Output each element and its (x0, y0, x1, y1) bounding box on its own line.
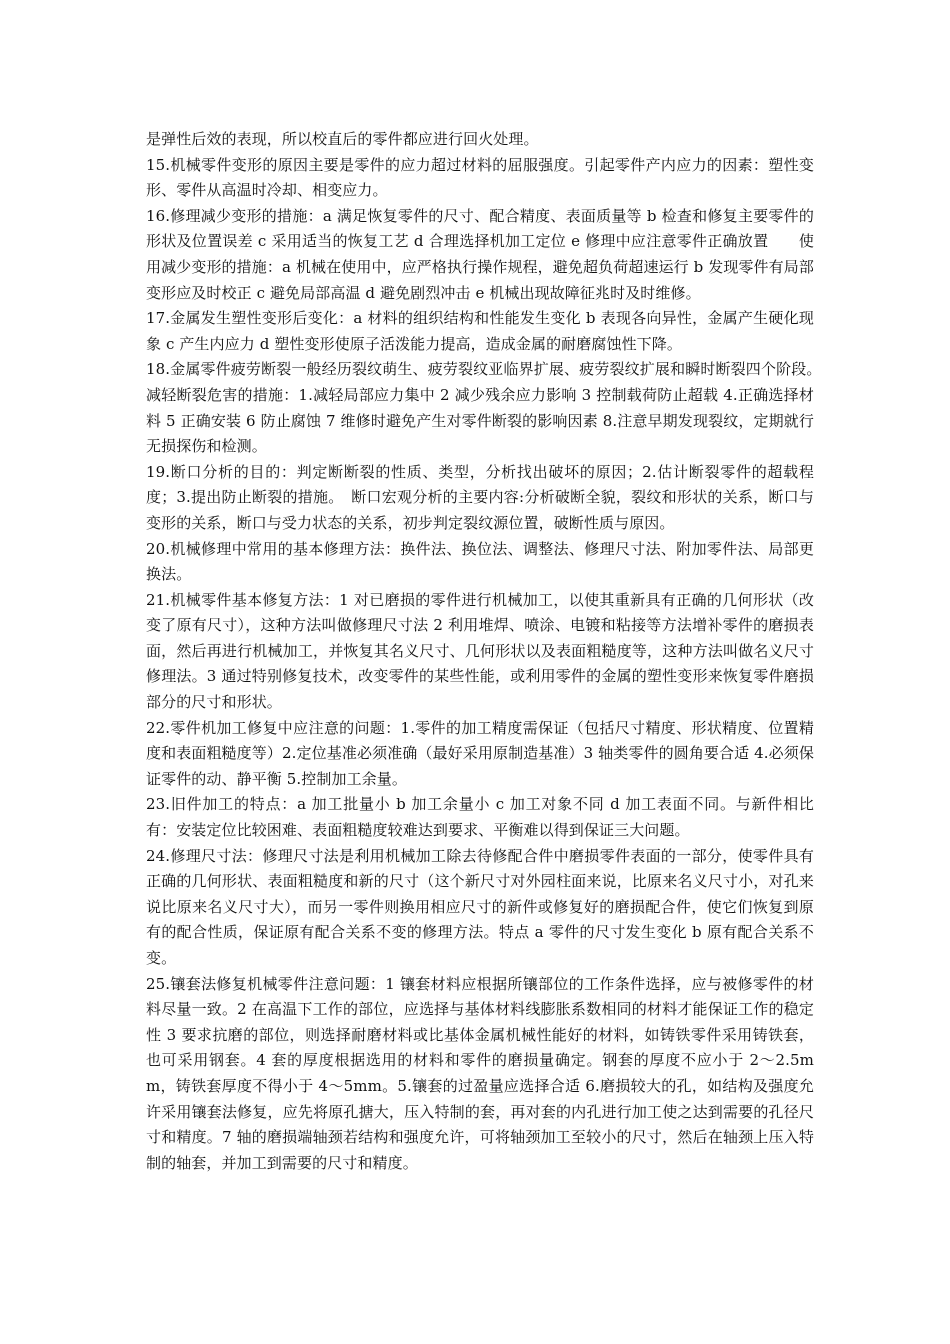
paragraph-21: 21.机械零件基本修复方法：1 对已磨损的零件进行机械加工，以使其重新具有正确的几何形状（改变了原有尺寸），这种方法叫做修理尺寸法 2 利用堆焊、喷涂、电镀和粘接等方法增补零件的磨损表面，然后再进行机械加工，并恢复其名义尺寸、几何形状以及表面粗糙度等，这种方法叫做名义尺寸修理法。3 通过特别修复技术，改变零件的某些性能，或利用零件的金属的塑性变形来恢复零件磨损部分的尺寸和形状。 (146, 590, 814, 712)
paragraph-19: 19.断口分析的目的：判定断断裂的性质、类型，分析找出破坏的原因；2.估计断裂零件的超载程度；3.提出防止断裂的措施。 断口宏观分析的主要内容:分析破断全貌，裂纹和形状的关系，断口与变形的关系，断口与受力状态的关系，初步判定裂纹源位置，破断性质与原因。 (146, 462, 814, 532)
paragraph-16: 16.修理减少变形的措施：a 满足恢复零件的尺寸、配合精度、表面质量等 b 检查和修复主要零件的形状及位置误差 c 采用适当的恢复工艺 d 合理选择机加工定位 e 修理中应注意零件正确放置 使用减少变形的措施：a 机械在使用中，应严格执行操作规程，避免超负荷超速运行 b 发现零件有局部变形应及时校正 c 避免局部高温 d 避免剧烈冲击 e 机械出现故障征兆时及时维修。 (146, 206, 814, 302)
paragraph-continuation: 是弹性后效的表现，所以校直后的零件都应进行回火处理。 (146, 130, 539, 148)
paragraph-24: 24.修理尺寸法：修理尺寸法是利用机械加工除去待修配合件中磨损零件表面的一部分，使零件具有正确的几何形状、表面粗糙度和新的尺寸（这个新尺寸对外园柱面来说，比原来名义尺寸小，对孔来说比原来名义尺寸大），而另一零件则换用相应尺寸的新件或修复好的磨损配合件，使它们恢复到原有的配合性质，保证原有配合关系不变的修理方法。特点 a 零件的尺寸发生变化 b 原有配合关系不变。 (146, 846, 814, 967)
paragraph-22: 22.零件机加工修复中应注意的问题：1.零件的加工精度需保证（包括尺寸精度、形状精度、位置精度和表面粗糙度等）2.定位基准必须准确（最好采用原制造基准）3 轴类零件的圆角要合适 4.必须保证零件的动、静平衡 5.控制加工余量。 (146, 718, 814, 788)
paragraph-23: 23.旧件加工的特点：a 加工批量小 b 加工余量小 c 加工对象不同 d 加工表面不同。与新件相比有：安装定位比较困难、表面粗糙度较难达到要求、平衡难以得到保证三大问题。 (146, 795, 814, 840)
paragraph-18: 18.金属零件疲劳断裂一般经历裂纹萌生、疲劳裂纹亚临界扩展、疲劳裂纹扩展和瞬时断裂四个阶段。 减轻断裂危害的措施：1.减轻局部应力集中 2 减少残余应力影响 3 控制载荷防止超载 4.正确选择材料 5 正确安装 6 防止腐蚀 7 维修时避免产生对零件断裂的影响因素 8.注意早期发现裂纹，定期就行无损探伤和检测。 (146, 360, 830, 456)
paragraph-17: 17.金属发生塑性变形后变化：a 材料的组织结构和性能发生变化 b 表现各向异性，金属产生硬化现象 c 产生内应力 d 塑性变形使原子活泼能力提高，造成金属的耐磨腐蚀性下降。 (146, 309, 814, 353)
paragraph-25: 25.镶套法修复机械零件注意问题：1 镶套材料应根据所镶部位的工作条件选择，应与被修零件的材料尽量一致。2 在高温下工作的部位，应选择与基体材料线膨胀系数相同的材料才能保证工作的稳定性 3 要求抗磨的部位，则选择耐磨材料或比基体金属机械性能好的材料，如铸铁零件采用铸铁套，也可采用钢套。4 套的厚度根据选用的材料和零件的磨损量确定。钢套的厚度不应小于 2～2.5mm，铸铁套厚度不得小于 4～5mm。5.镶套的过盈量应选择合适 6.磨损较大的孔，如结构及强度允许采用镶套法修复，应先将原孔搪大，压入特制的套，再对套的内孔进行加工使之达到需要的孔径尺寸和精度。7 轴的磨损端轴颈若结构和强度允许，可将轴颈加工至较小的尺寸，然后在轴颈上压入特制的轴套，并加工到需要的尺寸和精度。 (146, 974, 814, 1172)
paragraph-20: 20.机械修理中常用的基本修理方法：换件法、换位法、调整法、修理尺寸法、附加零件法、局部更换法。 (146, 539, 814, 584)
paragraph-15: 15.机械零件变形的原因主要是零件的应力超过材料的屈服强度。引起零件产内应力的因素：塑性变形、零件从高温时冷却、相变应力。 (146, 155, 814, 200)
document-page (146, 127, 830, 1176)
